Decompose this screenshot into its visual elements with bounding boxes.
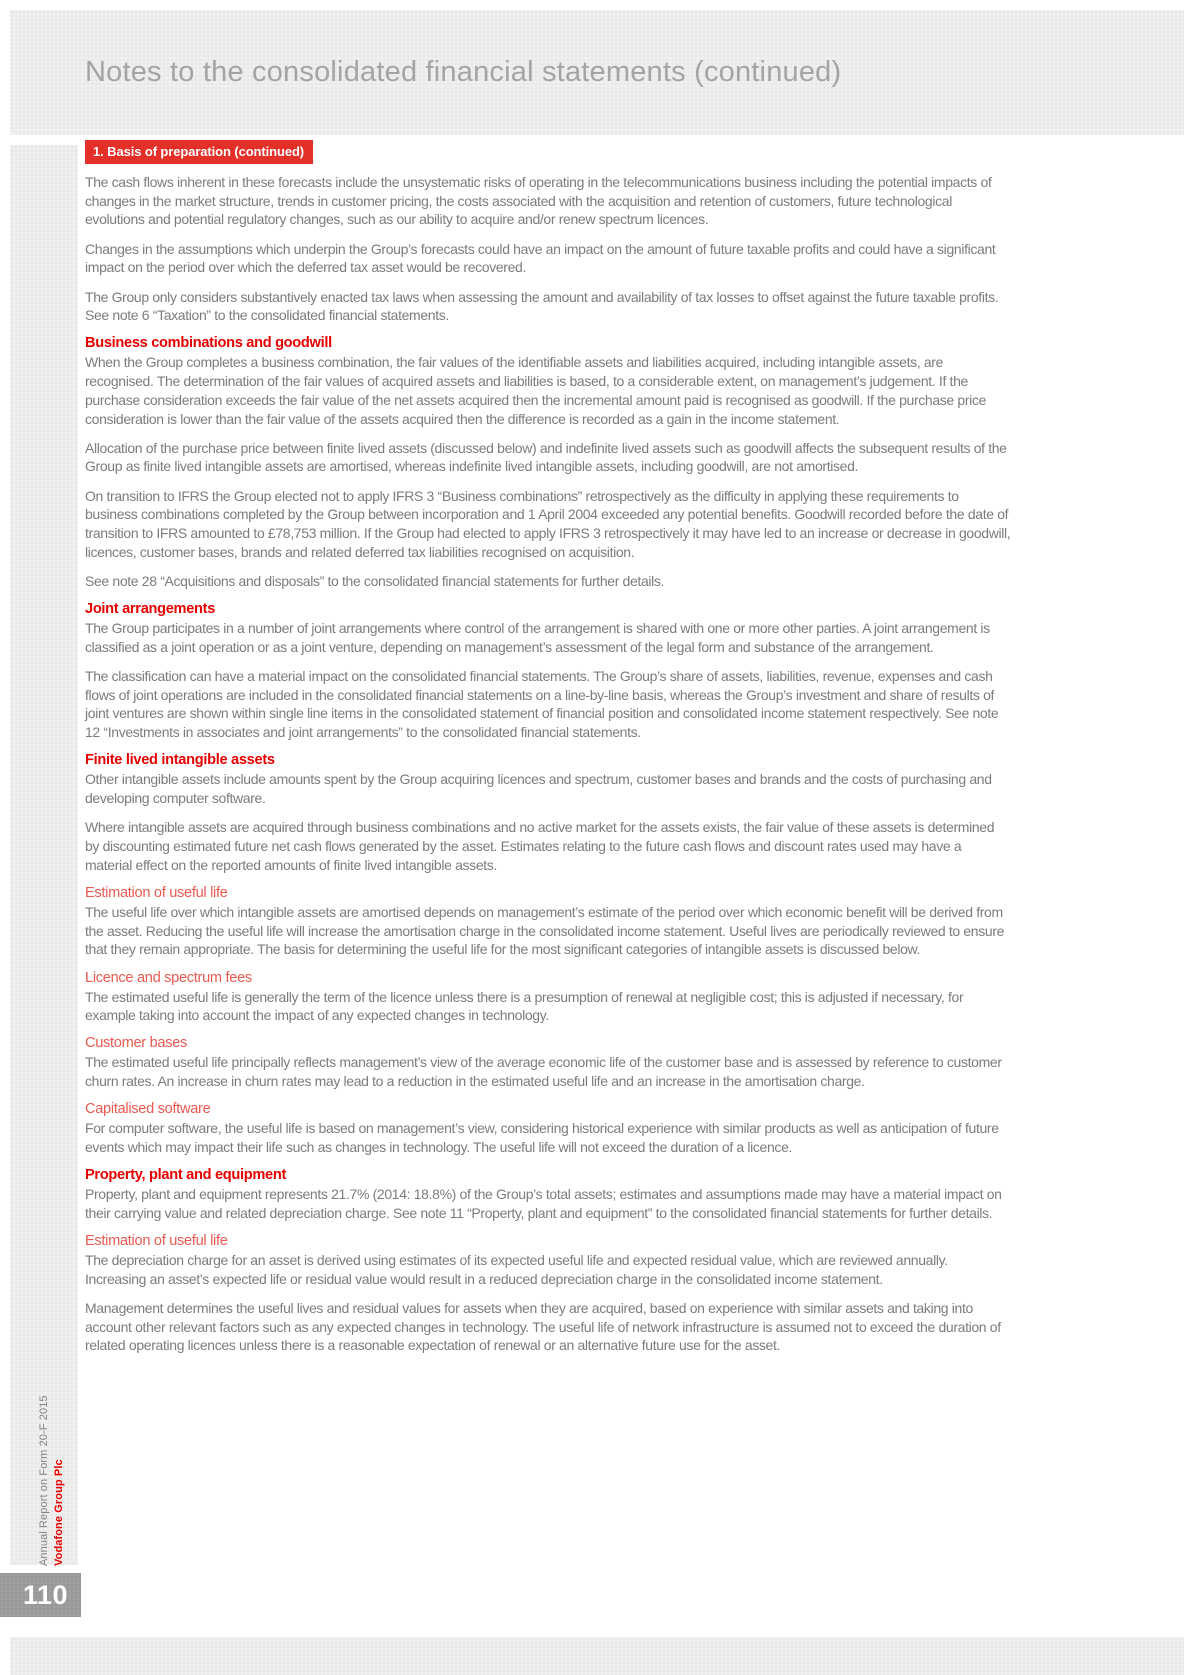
paragraph: The cash flows inherent in these forecasts include the unsystematic risks of operating in the telecommunications business including the potential impacts of changes in the market structure, trends in customer pricing, the costs associated with the acquisition and retention of customers, future technological evolutions and potential regulatory changes, such as our ability to acquire and/or renew spectrum licences. [85,174,992,228]
page-title: Notes to the consolidated financial statements (continued) [85,56,842,88]
paragraph: Property, plant and equipment represents 21.7% (2014: 18.8%) of the Group’s total assets; estimates and assumptions made may have a material impact on their carrying value and related depreciation charge. See note 11 “Property, plant and equipment” to the consolidated financial statements for further details. [85,1186,1002,1221]
brand-label: Vodafone Group Plc [53,1459,65,1566]
paragraph: Management determines the useful lives and residual values for assets when they are acquired, based on experience with similar assets and taking into account other relevant factors such as any expected changes in technology. The useful life of network infrastructure is assumed not to exceed the duration of related operating licences unless there is a reasonable expectation of renewal or an alternative future use for the asset. [85,1300,1001,1354]
paragraph: The useful life over which intangible assets are amortised depends on management’s estimate of the period over which economic benefit will be derived from the asset. Reducing the useful life will increase the amortisation charge in the consolidated income statement. Useful lives are periodically reviewed to ensure that they remain appropriate. The basis for determining the useful life for the most significant categories of intangible assets is discussed below. [85,903,1005,958]
sub-heading: Estimation of useful life [85,1233,228,1250]
paragraph: When the Group completes a business combination, the fair values of the identifiable assets and liabilities acquired, including intangible assets, are recognised. The determination of the fair values of acquired assets and liabilities is based, to a considerable extent, on management’s judgement. If the purchase consideration exceeds the fair value of the net assets acquired then the incremental amount paid is recognised as goodwill. If the purchase price consideration is lower than the fair value of the assets acquired then the difference is recorded as a gain in the income statement. [85,354,986,427]
paragraph: Where intangible assets are acquired through business combinations and no active market for the assets exists, the fair value of these assets is determined by discounting estimated future net cash flows generated by the asset. Estimates relating to the future cash flows and discount rates used may have a material effect on the reported amounts of finite lived intangible assets. [85,819,995,873]
header-band [10,10,1184,135]
sub-heading: Customer bases [85,1035,188,1052]
page-number: 110 [22,1579,69,1610]
paragraph: On transition to IFRS the Group elected not to apply IFRS 3 “Business combinations” retrospectively as the difficulty in applying these requirements to business combinations completed by the Group between incorporation and 1 April 2004 exceeded any potential benefits. Goodwill recorded before the date of transition to IFRS amounted to £78,753 million. If the Group had elected to apply IFRS 3 retrospectively it may have led to an increase or decrease in goodwill, licences, customer bases, brands and related deferred tax liabilities recognised on acquisition. [85,487,1011,560]
sub-heading: Estimation of useful life [85,884,228,901]
paragraph: The Group only considers substantively enacted tax laws when assessing the amount and availability of tax losses to offset against the future taxable profits. See note 6 “Taxation” to the consolidated financial statements. [85,288,999,324]
paragraph: Other intangible assets include amounts spent by the Group acquiring licences and spectrum, customer bases and brands and the costs of purchasing and developing computer software. [85,771,992,807]
paragraph: The estimated useful life principally reflects management’s view of the average economic life of the customer base and is assessed by reference to customer churn rates. An increase in churn rates may lead to a reduction in the estimated useful life and an increase in the amortisation charge. [85,1054,1002,1090]
paragraph: See note 28 “Acquisitions and disposals” to the consolidated financial statements for further details. [85,572,665,589]
section-heading: Property, plant and equipment [85,1167,287,1184]
sub-heading: Capitalised software [85,1101,211,1118]
report-edition-label: Annual Report on Form 20-F 2015 [38,1395,50,1566]
content-area [85,140,1011,1366]
paragraph: The classification can have a material impact on the consolidated financial statements. The Group’s share of assets, liabilities, revenue, expenses and cash flows of joint operations are included in the consolidated financial statements on a line-by-line basis, whereas the Group’s investment and share of results of joint ventures are shown within single line items in the consolidated statement of financial position and consolidated income statement respectively. See note 12 “Investments in associates and joint arrangements” to the consolidated financial statements. [85,668,999,741]
paragraph: For computer software, the useful life is based on management’s view, considering historical experience with similar products as well as anticipation of future events which may impact their life such as changes in technology. The useful life will not exceed the duration of a licence. [85,1120,999,1156]
section-badge: 1. Basis of preparation (continued) [85,140,313,164]
sub-heading: Licence and spectrum fees [85,969,252,986]
section-heading: Finite lived intangible assets [85,752,275,769]
section-heading: Business combinations and goodwill [85,335,332,352]
sidebar-vertical-text [37,1266,71,1566]
paragraph: The Group participates in a number of joint arrangements where control of the arrangement is shared with one or more other parties. A joint arrangement is classified as a joint operation or as a joint venture, depending on management’s assessment of the legal form and substance of the arrangement. [85,620,990,655]
paragraph: Allocation of the purchase price between finite lived assets (discussed below) and indefinite lived assets such as goodwill affects the subsequent results of the Group as finite lived intangible assets are amortised, whereas indefinite lived intangible assets, including goodwill, are not amortised. [85,439,1007,475]
paragraph: Changes in the assumptions which underpin the Group’s forecasts could have an impact on the amount of future taxable profits and could have a significant impact on the period over which the deferred tax asset would be recovered. [85,240,996,276]
page-number-box [0,1573,81,1617]
bottom-band [10,1637,1184,1675]
paragraph: The depreciation charge for an asset is derived using estimates of its expected useful life and expected residual value, which are reviewed annually. Increasing an asset’s expected life or residual value would result in a reduced depreciation charge in the consolidated income statement. [85,1252,948,1287]
section-heading: Joint arrangements [85,601,216,618]
paragraph: The estimated useful life is generally the term of the licence unless there is a presumption of renewal at negligible cost; this is adjusted if necessary, for example taking into account the impact of any expected changes in technology. [85,988,964,1024]
